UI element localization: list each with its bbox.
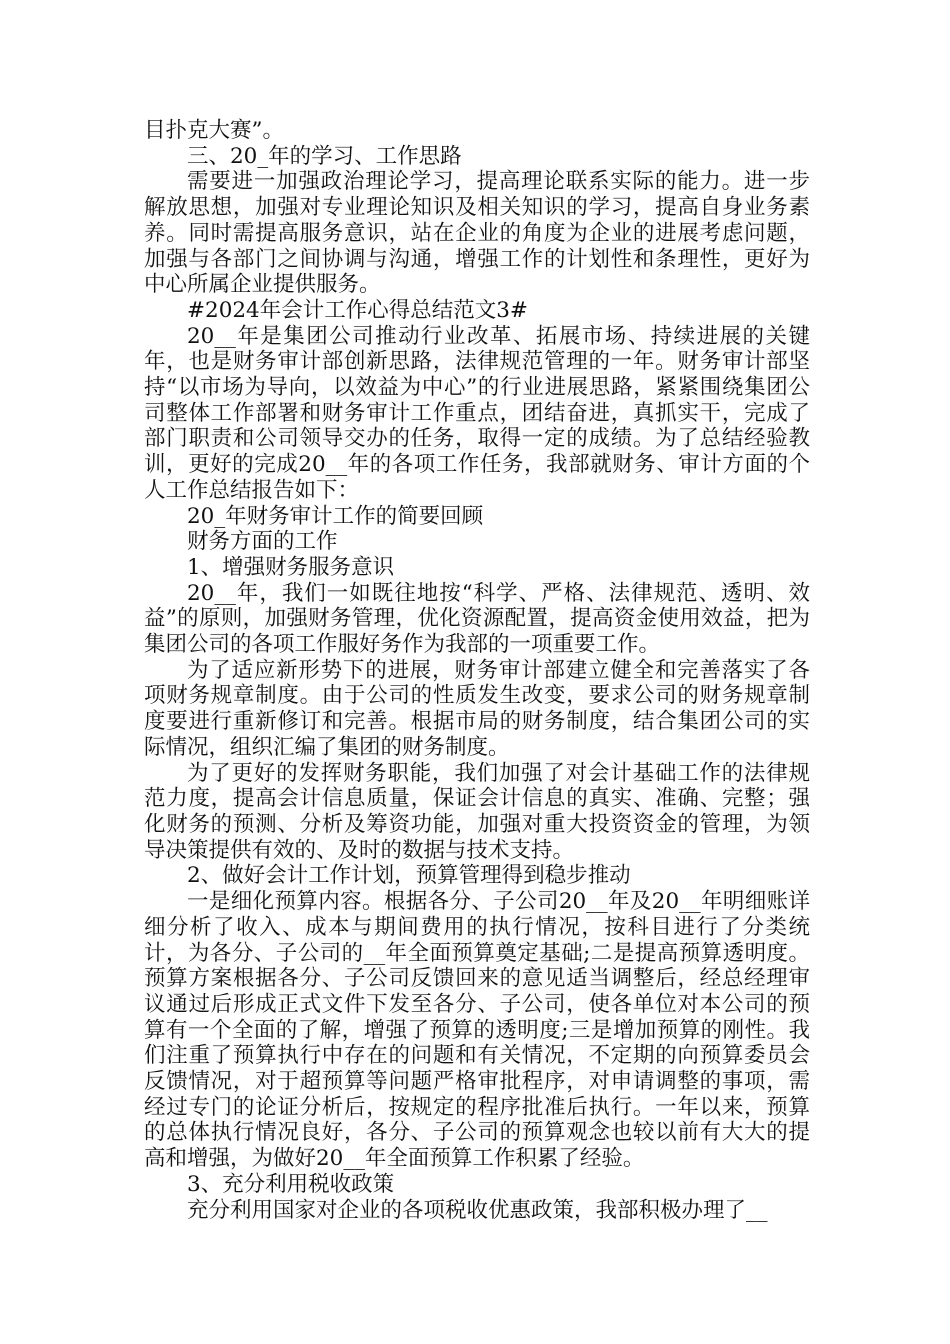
paragraph: 充分利用国家对企业的各项税收优惠政策，我部积极办理了__ bbox=[187, 1197, 768, 1223]
document-body bbox=[144, 118, 810, 1223]
paragraph: 2、做好会计工作计划，预算管理得到稳步推动 bbox=[187, 863, 631, 889]
paragraph: 为了适应新形势下的进展，财务审计部建立健全和完善落实了各项财务规章制度。由于公司的性质发生改变，要求公司的财务规章制度要进行重新修订和完善。根据市局的财务制度，结合集团公司的实际情况，组织汇编了集团的财务制度。 bbox=[144, 657, 810, 760]
paragraph: 财务方面的工作 bbox=[187, 529, 338, 555]
paragraph: #2024年会计工作心得总结范文3# bbox=[187, 297, 528, 323]
paragraph: 目扑克大赛”。 bbox=[144, 118, 284, 143]
paragraph: 需要进一加强政治理论学习，提高理论联系实际的能力。进一步解放思想，加强对专业理论知识及相关知识的学习，提高自身业务素养。同时需提高服务意识，站在企业的角度为企业的进展考虑问题，加强与各部门之间协调与沟通，增强工作的计划性和条理性，更好为中心所属企业提供服务。 bbox=[144, 169, 810, 298]
paragraph: 20__年，我们一如既往地按“科学、严格、法律规范、透明、效益”的原则，加强财务管理，优化资源配置，提高资金使用效益，把为集团公司的各项工作服好务作为我部的一项重要工作。 bbox=[144, 580, 810, 658]
paragraph: 一是细化预算内容。根据各分、子公司20__年及20__年明细账详细分析了收入、成本与期间费用的执行情况，按科目进行了分类统计，为各分、子公司的__年全面预算奠定基础;二是提高预算透明度。预算方案根据各分、子公司反馈回来的意见适当调整后，经总经理审议通过后形成正式文件下发至各分、子公司，使各单位对本公司的预算有一个全面的了解，增强了预算的透明度;三是增加预算的刚性。我们注重了预算执行中存在的问题和有关情况，不定期的向预算委员会反馈情况，对于超预算等问题严格审批程序，对申请调整的事项，需经过专门的论证分析后，按规定的程序批准后执行。一年以来，预算的总体执行情况良好，各分、子公司的预算观念也较以前有大大的提高和增强，为做好20__年全面预算工作积累了经验。 bbox=[144, 889, 810, 1172]
paragraph: 1、增强财务服务意识 bbox=[187, 554, 395, 580]
paragraph: 三、20_年的学习、工作思路 bbox=[187, 143, 462, 169]
paragraph: 3、充分利用税收政策 bbox=[187, 1171, 395, 1197]
paragraph: 为了更好的发挥财务职能，我们加强了对会计基础工作的法律规范力度，提高会计信息质量，保证会计信息的真实、准确、完整；强化财务的预测、分析及筹资功能，加强对重大投资资金的管理，为领导决策提供有效的、及时的数据与技术支持。 bbox=[144, 760, 810, 863]
paragraph: 20_年财务审计工作的简要回顾 bbox=[187, 503, 484, 529]
paragraph: 20__年是集团公司推动行业改革、拓展市场、持续进展的关键年，也是财务审计部创新思路，法律规范管理的一年。财务审计部坚持“以市场为导向，以效益为中心”的行业进展思路，紧紧围绕集团公司整体工作部署和财务审计工作重点，团结奋进，真抓实干，完成了部门职责和公司领导交办的任务，取得一定的成绩。为了总结经验教训，更好的完成20__年的各项工作任务，我部就财务、审计方面的个人工作总结报告如下： bbox=[144, 323, 810, 503]
